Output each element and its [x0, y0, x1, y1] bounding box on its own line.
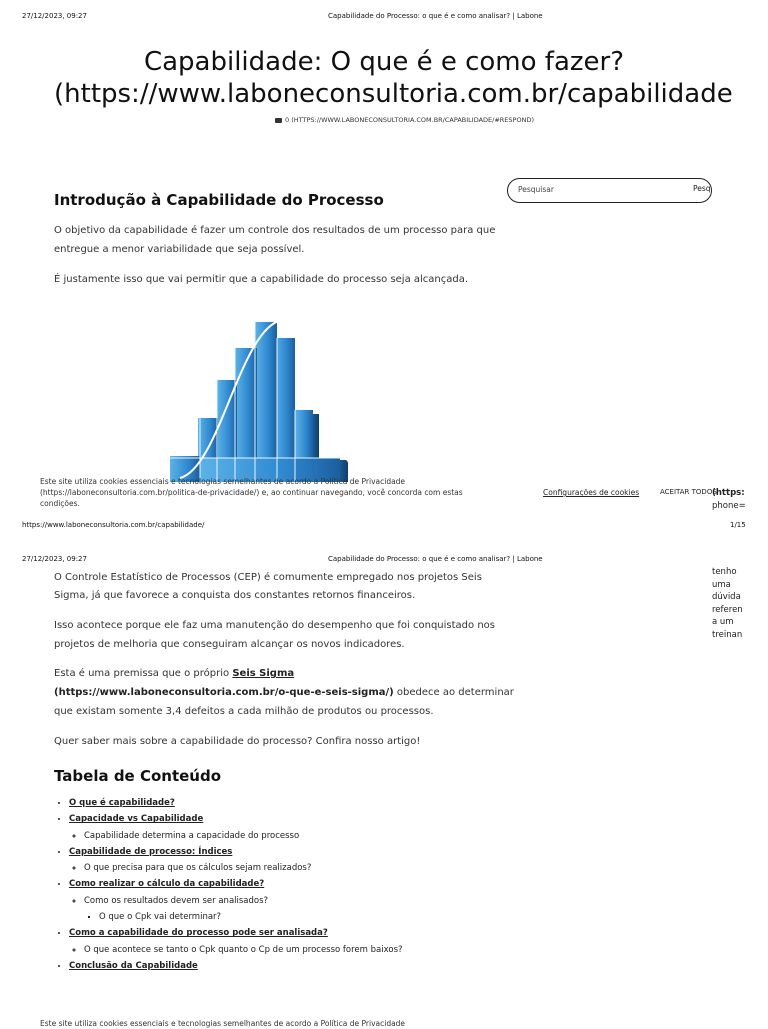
- article-cta: Quer saber mais sobre a capabilidade do processo? Confira nosso artigo!: [54, 736, 421, 747]
- six-sigma-url[interactable]: (https://www.laboneconsultoria.com.br/o-que-e-seis-sigma/): [54, 687, 394, 698]
- print-datetime: 27/12/2023, 09:27: [22, 12, 87, 20]
- comment-icon: [275, 118, 282, 123]
- premise-post: obedece ao determinar: [393, 687, 514, 698]
- premise-line-1: [54, 664, 294, 683]
- toc-heading: Tabela de Conteúdo: [54, 767, 222, 785]
- table-of-contents: [54, 795, 403, 974]
- side-text: dúvida: [712, 592, 741, 602]
- cep-line-1: O Controle Estatístico de Processos (CEP) é comumente empregado nos projetos Seis: [54, 572, 482, 583]
- toc-subitem[interactable]: ◦ Como os resultados devem ser analisados? ▪ O que o Cpk vai determinar?: [84, 893, 403, 926]
- maintenance-line-1: Isso acontece porque ele faz uma manutenção do desempenho que foi conquistado nos: [54, 620, 495, 631]
- search-box[interactable]: [507, 178, 712, 203]
- side-text: treinan: [712, 629, 743, 640]
- comments-link[interactable]: [275, 116, 534, 124]
- toc-subitem[interactable]: ◦ Capabilidade determina a capacidade do processo: [84, 828, 403, 844]
- cookie-line-3: condições.: [40, 499, 80, 508]
- histogram-image: [160, 318, 380, 484]
- section-heading: Introdução à Capabilidade do Processo: [54, 191, 384, 209]
- side-text: tenho: [712, 567, 737, 577]
- intro-para-2: É justamente isso que vai permitir que a capabilidade do processo seja alcançada.: [54, 274, 469, 285]
- intro-line-1: O objetivo da capabilidade é fazer um controle dos resultados de um processo para que: [54, 225, 496, 236]
- cookie-policy-link[interactable]: (https://laboneconsultoria.com.br/politica-de-privacidade/) e, ao continuar navegando, você concorda com estas: [40, 488, 463, 497]
- premise-text: Esta é uma premissa que o próprio: [54, 668, 233, 679]
- side-text: referen: [712, 604, 743, 615]
- toc-item[interactable]: • Capacidade vs Capabilidade ◦ Capabilidade determina a capacidade do processo: [69, 811, 403, 844]
- footer-url: https://www.laboneconsultoria.com.br/capabilidade/: [22, 521, 205, 529]
- side-line-2: phone=: [712, 501, 746, 511]
- comments-link-text: 0 (HTTPS://WWW.LABONECONSULTORIA.COM.BR/CAPABILIDADE/#RESPOND): [285, 116, 534, 124]
- maintenance-line-2: projetos de melhoria que conseguiram alcançar os novos indicadores.: [54, 639, 405, 650]
- intro-line-2: entregue a menor variabilidade que seja possível.: [54, 244, 305, 255]
- toc-item[interactable]: • Como a capabilidade do processo pode ser analisada? ◦ O que acontece se tanto o Cpk quanto o Cp de um processo forem baixos?: [69, 925, 403, 958]
- toc-subsubitem[interactable]: ▪ O que o Cpk vai determinar?: [99, 909, 403, 925]
- search-button[interactable]: Pesq: [693, 184, 711, 193]
- cookie-notice: [40, 476, 520, 509]
- print-doc-title: Capabilidade do Processo: o que é e como analisar? | Labone: [328, 12, 543, 20]
- side-text: a um: [712, 617, 734, 627]
- print-doc-title-2: Capabilidade do Processo: o que é e como analisar? | Labone: [328, 555, 543, 563]
- cep-line-2: Sigma, já que favorece a conquista dos constantes retornos financeiros.: [54, 590, 416, 601]
- page-title-url[interactable]: (https://www.laboneconsultoria.com.br/capabilidade: [54, 79, 733, 109]
- print-datetime-2: 27/12/2023, 09:27: [22, 555, 87, 563]
- premise-line-3: que existam somente 3,4 defeitos a cada milhão de produtos ou processos.: [54, 706, 434, 717]
- cookie-notice-2: Este site utiliza cookies essenciais e tecnologias semelhantes de acordo a Política de Privacidade: [40, 1019, 406, 1028]
- toc-item[interactable]: • O que é capabilidade?: [69, 795, 403, 811]
- toc-item[interactable]: • Capabilidade de processo: Índices ◦ O que precisa para que os cálculos sejam realizados?: [69, 844, 403, 877]
- side-line-1: (https:: [712, 488, 745, 498]
- toc-item[interactable]: • Conclusão da Capabilidade: [69, 958, 403, 974]
- toc-subitem[interactable]: ◦ O que acontece se tanto o Cpk quanto o Cp de um processo forem baixos?: [84, 942, 403, 958]
- side-text: uma: [712, 579, 731, 590]
- accept-all-button[interactable]: ACEITAR TODOS: [660, 488, 717, 496]
- side-snippet: [712, 566, 743, 641]
- whatsapp-link[interactable]: [712, 487, 746, 513]
- toc-subitem[interactable]: ◦ O que precisa para que os cálculos sejam realizados?: [84, 860, 403, 876]
- cookie-line-1: Este site utiliza cookies essenciais e tecnologias semelhantes de acordo a Política de Privacidade: [40, 477, 406, 486]
- page-title: Capabilidade: O que é e como fazer?: [143, 47, 625, 77]
- six-sigma-link[interactable]: Seis Sigma: [232, 668, 295, 679]
- search-input[interactable]: Pesquisar: [518, 185, 554, 194]
- cookie-settings-link[interactable]: Configurações de cookies: [543, 488, 640, 497]
- premise-line-2: [54, 683, 514, 702]
- page-number: 1/15: [730, 521, 746, 529]
- toc-item[interactable]: • Como realizar o cálculo da capabilidade? ◦ Como os resultados devem ser analisados? ▪ O que o Cpk vai determinar?: [69, 876, 403, 925]
